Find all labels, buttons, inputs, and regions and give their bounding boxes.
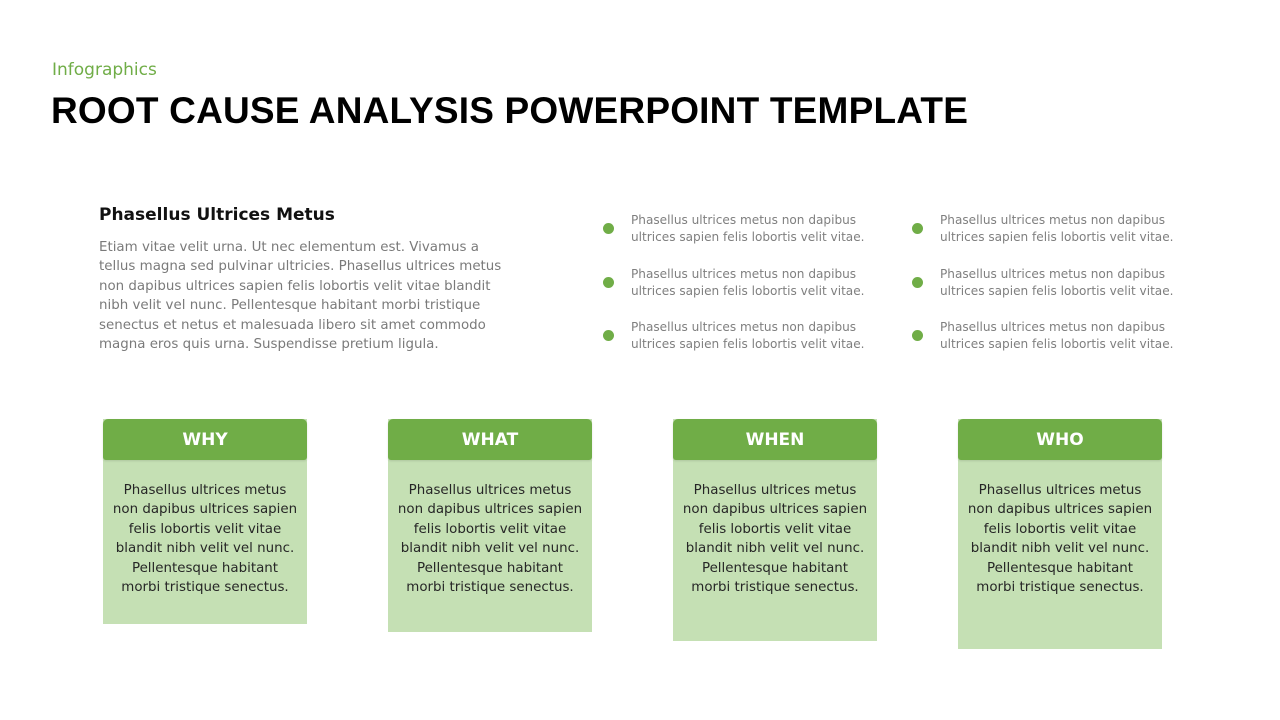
- card-when-title: WHEN: [673, 419, 877, 460]
- bullet-dot-icon: [912, 277, 923, 288]
- bullet-text: Phasellus ultrices metus non dapibus ultrices sapien felis lobortis velit vitae.: [940, 266, 1174, 298]
- bullet-text: Phasellus ultrices metus non dapibus ultrices sapien felis lobortis velit vitae.: [631, 320, 865, 351]
- card-when-text: Phasellus ultrices metus non dapibus ultrices sapien felis lobortis velit vitae blandit nibh velit vel nunc. Pellentesque habitant morbi tristique senectus.: [682, 483, 868, 596]
- card-what-title: WHAT: [388, 419, 592, 460]
- card-who-title: WHO: [958, 419, 1162, 460]
- card-when: [673, 419, 877, 641]
- bullet-dot-icon: [912, 223, 923, 234]
- bullet-dot-icon: [912, 330, 923, 341]
- bullet-dot-icon: [603, 330, 614, 341]
- bullet-text: Phasellus ultrices metus non dapibus ultrices sapien felis lobortis velit vitae.: [940, 213, 1174, 244]
- bullet-text: Phasellus ultrices metus non dapibus ultrices sapien felis lobortis velit vitae.: [631, 213, 865, 244]
- card-what: [388, 419, 592, 632]
- slide-kicker: Infographics: [52, 60, 157, 80]
- intro-heading: Phasellus Ultrices Metus: [99, 205, 335, 225]
- card-what-text: Phasellus ultrices metus non dapibus ultrices sapien felis lobortis velit vitae blandit nibh velit vel nunc. Pellentesque habitant morbi tristique senectus.: [397, 483, 583, 596]
- intro-paragraph: Etiam vitae velit urna. Ut nec elementum est. Vivamus a tellus magna sed pulvinar ultricies. Phasellus ultrices metus non dapibus ultrices sapien felis lobortis velit vitae blandit nibh velit vel nunc. Pellentesque habitant morbi tristique senectus et netus et malesuada libero sit amet commodo magna eros quis urna. Suspendisse pretium ligula.: [99, 240, 502, 353]
- card-why-title: WHY: [103, 419, 307, 460]
- bullet-dot-icon: [603, 223, 614, 234]
- bullet-text: Phasellus ultrices metus non dapibus ultrices sapien felis lobortis velit vitae.: [940, 320, 1174, 351]
- card-who: [958, 419, 1162, 649]
- card-why: [103, 419, 307, 624]
- card-who-text: Phasellus ultrices metus non dapibus ultrices sapien felis lobortis velit vitae blandit nibh velit vel nunc. Pellentesque habitant morbi tristique senectus.: [967, 483, 1153, 596]
- slide-title: ROOT CAUSE ANALYSIS POWERPOINT TEMPLATE: [51, 90, 969, 131]
- card-why-text: Phasellus ultrices metus non dapibus ultrices sapien felis lobortis velit vitae blandit nibh velit vel nunc. Pellentesque habitant morbi tristique senectus.: [112, 483, 298, 596]
- bullet-dot-icon: [603, 277, 614, 288]
- bullet-text: Phasellus ultrices metus non dapibus ultrices sapien felis lobortis velit vitae.: [631, 266, 865, 298]
